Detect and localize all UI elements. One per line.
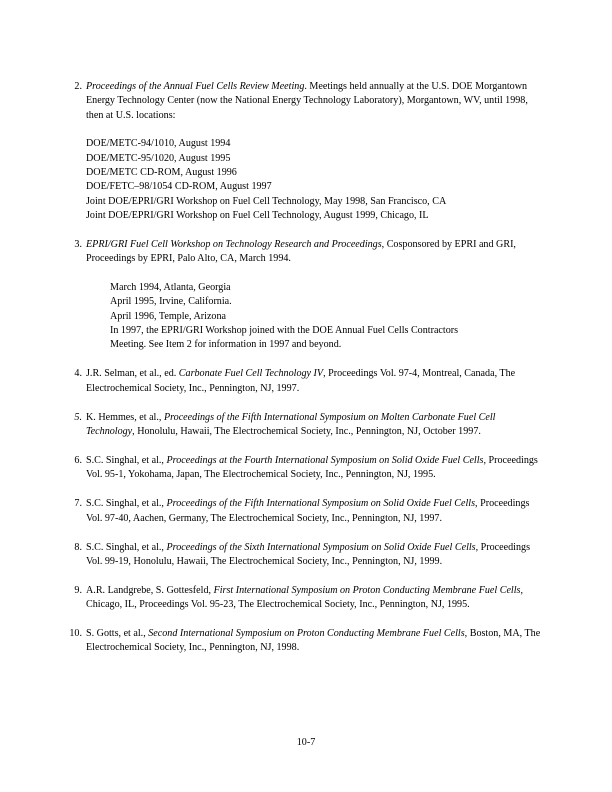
reference-text-segment: J.R. Selman, et al., ed. xyxy=(86,368,179,380)
reference-text xyxy=(86,238,546,267)
reference-text xyxy=(86,497,546,526)
reference-title-italic: Proceedings of the Fifth International Symposium on Solid Oxide Fuel Cells xyxy=(166,498,476,510)
reference-gap xyxy=(68,396,546,411)
reference-sub-line: April 1995, Irvine, California. xyxy=(110,296,232,308)
reference-title-italic: Second International Symposium on Proton Conducting Membrane Fuel Cells xyxy=(148,628,465,640)
reference-entry xyxy=(68,541,546,570)
reference-sub-line: DOE/METC CD-ROM, August 1996 xyxy=(86,167,237,179)
reference-entry xyxy=(68,497,546,526)
reference-number: 10. xyxy=(69,628,82,640)
reference-number: 8. xyxy=(74,541,82,553)
reference-text xyxy=(86,541,546,570)
reference-gap xyxy=(68,483,546,498)
reference-list xyxy=(68,80,546,656)
reference-text xyxy=(86,454,546,483)
reference-entry xyxy=(68,584,546,613)
sublist-gap xyxy=(68,123,546,137)
reference-number: 7. xyxy=(74,498,82,510)
reference-number: 5. xyxy=(74,411,82,423)
reference-sub-line: In 1997, the EPRI/GRI Workshop joined with the DOE Annual Fuel Cells Contractors xyxy=(110,325,459,337)
reference-title-italic: , xyxy=(158,411,164,423)
reference-text-segment: , Proceedings Vol. 99-19, Honolulu, Hawaii, The Electrochemical Society, Inc., Pennington, NJ, 1999. xyxy=(86,541,530,567)
reference-text-segment: , Cosponsored by EPRI and GRI, Proceedings by EPRI, Palo Alto, CA, March 1994. xyxy=(86,239,516,265)
reference-text xyxy=(86,367,546,396)
reference-title-italic: EPRI/GRI Fuel Cell Workshop on Technology Research and Proceedings xyxy=(86,239,382,251)
reference-text-segment: A.R. Landgrebe, S. Gottesfeld xyxy=(86,584,209,596)
reference-text-segment: K. Hemmes, et al. xyxy=(86,411,159,423)
reference-number: 6. xyxy=(74,454,82,466)
reference-number: 9. xyxy=(74,584,82,596)
reference-title-italic: , xyxy=(208,584,214,596)
reference-entry xyxy=(68,627,546,656)
reference-text-segment: , Proceedings Vol. 95-1, Yokohama, Japan, The Electrochemical Society, Inc., Pennington, NJ, 1995. xyxy=(86,454,538,481)
reference-sub-line: Joint DOE/EPRI/GRI Workshop on Fuel Cell Technology, May 1998, San Francisco, CA xyxy=(86,195,447,207)
reference-gap xyxy=(68,439,546,454)
page-footer xyxy=(0,737,612,749)
reference-title-italic: Proceedings of the Annual Fuel Cells Review Meeting xyxy=(86,81,305,92)
reference-sub-line: March 1994, Atlanta, Georgia xyxy=(110,282,231,294)
sublist-gap xyxy=(68,267,546,281)
reference-text-segment: , Chicago, IL, Proceedings Vol. 95-23, The Electrochemical Society, Inc., Pennington, NJ, 1995. xyxy=(86,584,523,611)
reference-sub-line: DOE/FETC–98/1054 CD-ROM, August 1997 xyxy=(86,181,272,193)
reference-text-segment: S.C. Singhal, et al., xyxy=(86,541,167,553)
reference-sub-line: April 1996, Temple, Arizona xyxy=(110,310,227,322)
reference-title-italic: Proceedings at the Fourth International Symposium on Solid Oxide Fuel Cells xyxy=(166,454,484,466)
reference-entry xyxy=(68,238,546,267)
reference-gap xyxy=(68,223,546,238)
reference-number: 4. xyxy=(74,368,82,380)
reference-text-segment: , Boston, MA, The Electrochemical Society, Inc., Pennington, NJ, 1998. xyxy=(86,628,541,654)
reference-entry xyxy=(68,80,546,123)
reference-entry xyxy=(68,367,546,396)
reference-title-italic: Proceedings of the Sixth International Symposium on Solid Oxide Fuel Cells xyxy=(166,541,476,553)
reference-sub-line: Meeting. See Item 2 for information in 1997 and beyond. xyxy=(110,339,342,351)
reference-sub-line: Joint DOE/EPRI/GRI Workshop on Fuel Cell Technology, August 1999, Chicago, IL xyxy=(86,210,429,222)
reference-text-segment: S. Gotts, et al., xyxy=(86,628,149,640)
reference-title-italic: Carbonate Fuel Cell Technology IV xyxy=(178,368,324,380)
reference-text-segment: . Meetings held annually at the U.S. DOE Morgantown Energy Technology Center (now the National Energy Technology Laboratory), Morgantown, WV, until 1998, then at U.S. locations: xyxy=(86,81,528,121)
reference-gap xyxy=(68,526,546,541)
reference-title-italic: Proceedings of the Fifth International Symposium on Molten Carbonate Fuel Cell Technology xyxy=(86,411,496,437)
reference-text xyxy=(86,584,546,613)
reference-gap xyxy=(68,612,546,627)
reference-text xyxy=(86,627,546,656)
reference-text xyxy=(86,411,546,440)
reference-text-segment: , Honolulu, Hawaii, The Electrochemical Society, Inc., Pennington, NJ, October 1997. xyxy=(132,426,481,437)
reference-gap xyxy=(68,569,546,584)
reference-number: 2. xyxy=(74,81,82,92)
reference-entry xyxy=(68,454,546,483)
reference-sub-line: DOE/METC-95/1020, August 1995 xyxy=(86,152,231,164)
reference-text-segment: , Proceedings Vol. 97-40, Aachen, Germany, The Electrochemical Society, Inc., Pennington, NJ, 1997. xyxy=(86,498,530,524)
reference-entry xyxy=(68,411,546,440)
reference-text-segment: , Proceedings Vol. 97-4, Montreal, Canada, The Electrochemical Society, Inc., Pennington, NJ, 1997. xyxy=(86,368,516,394)
page-number: 10-7 xyxy=(296,737,316,748)
reference-title-italic: First International Symposium on Proton Conducting Membrane Fuel Cells xyxy=(213,584,521,596)
reference-text xyxy=(86,80,546,123)
reference-text-segment: S.C. Singhal, et al., xyxy=(86,498,167,510)
reference-text-segment: S.C. Singhal, et al., xyxy=(86,454,167,466)
reference-number: 3. xyxy=(74,239,82,251)
reference-gap xyxy=(68,353,546,368)
reference-sub-line: DOE/METC-94/1010, August 1994 xyxy=(86,138,231,150)
